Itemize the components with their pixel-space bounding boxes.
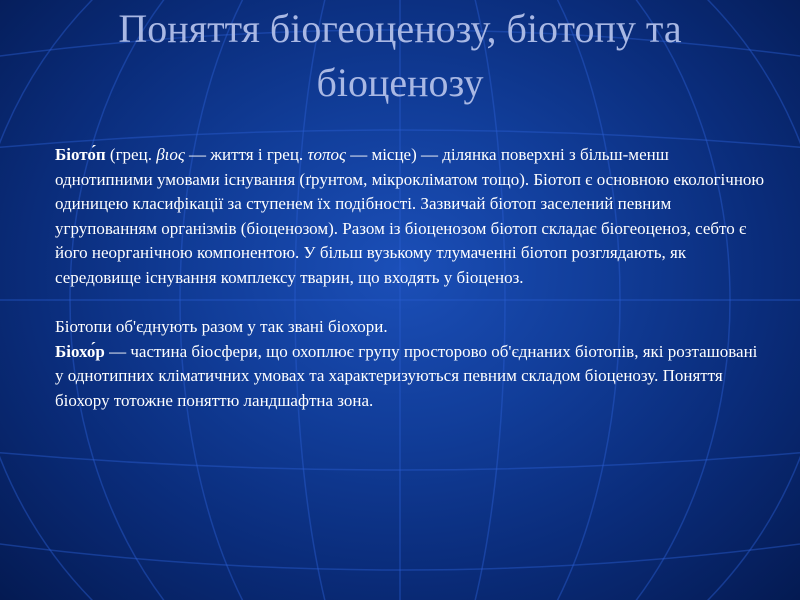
biotope-greek-intro: (грец. — [105, 145, 157, 164]
greek-word-life: βιος — [156, 145, 185, 164]
biochore-definition: — частина біосфери, що охоплює групу просторово об'єднаних біотопів, які розташовані у однотипних кліматичних умовах та характеризуються певним складом біоценозу. Поняття біохору тотожне поняттю ландшафтна зона. — [55, 341, 758, 410]
biotope-paragraph — [55, 143, 765, 291]
biotope-mid-text: — життя і грец. — [184, 145, 308, 164]
biochore-term: Біохо́р — [55, 341, 105, 361]
union-sentence: Біотопи об'єднують разом у так звані біохори. — [55, 317, 388, 337]
slide-body — [55, 143, 765, 414]
biotope-term: Біото́п — [55, 145, 106, 164]
biochore-paragraph — [55, 340, 765, 414]
greek-word-place: τοπος — [307, 145, 346, 164]
paragraph-spacer — [55, 291, 765, 316]
slide-title: Поняття біогеоценозу, біотопу та біоценозу — [118, 6, 682, 105]
biotope-definition: — місце) — ділянка поверхні з більш-менш однотипними умовами існування (ґрунтом, мікрокліматом тощо). Біотоп є основною екологічною одиницею класифікації за ступенем їх подібності. Зазвичай біотоп заселений певним угрупованням організмів (біоценозом). Разом із біоценозом біотоп складає біогеоценоз, себто є його неорганічною компонентою. У більш вузькому тлумаченні біотоп розглядають, як середовище існування комплексу тварин, що входять у біоценоз. — [55, 145, 765, 287]
